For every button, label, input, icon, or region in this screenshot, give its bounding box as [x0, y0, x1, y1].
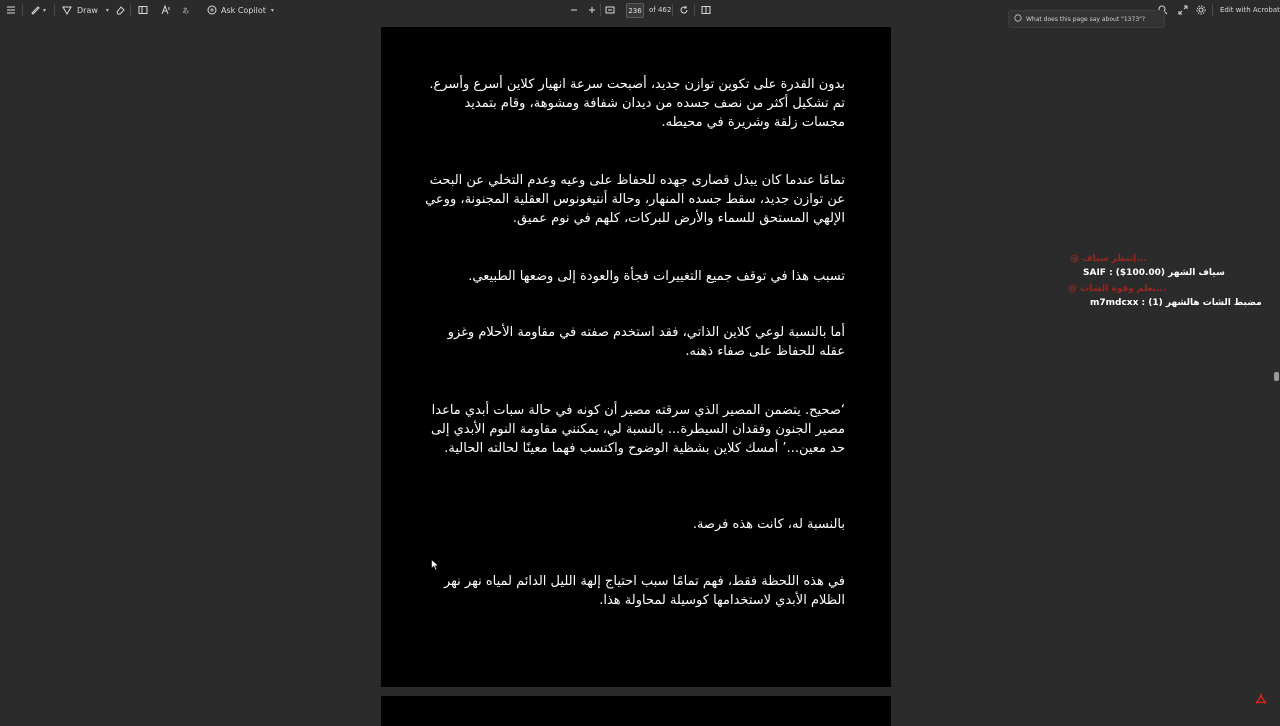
page-view-icon[interactable]	[701, 0, 711, 20]
translate-icon[interactable]	[182, 0, 193, 20]
text-to-speech-icon[interactable]	[161, 0, 171, 20]
overlay-top-donor: SAIF : ($100.00) سياف الشهر	[1083, 268, 1225, 278]
copilot-suggestion-chip[interactable]	[1008, 10, 1165, 28]
zoom-in-icon[interactable]	[588, 0, 596, 20]
pdf-page-next	[381, 696, 891, 726]
settings-icon[interactable]	[1196, 0, 1206, 20]
scrollbar-thumb[interactable]	[1274, 372, 1279, 381]
highlighter-icon	[30, 5, 40, 15]
paragraph: ‘صحيح. يتضمن المصير الذي سرقته مصير أن كونه في حالة سبات أبدي ماعدا مصير الجنون وفقدان السيطرة... بالنسبة لي، يمكنني مقاومة النوم الأبدي إلى حد معين...’ أمسك كلاين بشظية الوضوح واكتسب فهما معينًا لحالته الحالية.	[431, 403, 845, 456]
pdf-page	[381, 27, 891, 687]
toolbar-divider	[694, 4, 695, 16]
page-number-input[interactable]: 236	[626, 3, 644, 18]
draw-pen-icon	[62, 5, 72, 15]
overlay-ghost-text: @ تعلم وقوة الشات...	[1068, 284, 1167, 294]
eraser-icon[interactable]	[115, 0, 125, 20]
draw-label: Draw	[77, 5, 98, 15]
overlay-top-chatter: m7mdcxx : (1) مضبط الشات هالشهر	[1090, 298, 1262, 308]
zoom-out-icon[interactable]	[570, 0, 578, 20]
toolbar-divider	[130, 4, 131, 16]
copilot-suggestion-text: What does this page say about "1373"?	[1026, 15, 1146, 23]
copilot-icon	[207, 5, 217, 15]
rotate-icon[interactable]	[679, 0, 689, 20]
edit-with-acrobat-button[interactable]: Edit with Acrobat	[1220, 6, 1280, 14]
toolbar-divider	[600, 4, 601, 16]
text-box-icon[interactable]	[138, 0, 148, 20]
toolbar-divider	[1212, 4, 1213, 16]
highlighter-button[interactable]	[30, 0, 46, 20]
chevron-down-icon: ▾	[105, 6, 109, 14]
svg-text:あ: あ	[182, 7, 189, 15]
ask-copilot-button[interactable]	[207, 0, 274, 20]
toolbar-divider	[672, 4, 673, 16]
paragraph: أما بالنسبة لوعي كلاين الذاتي، فقد استخدم صفته في مقاومة الأحلام وغزو عقله للحفاظ على صفاء ذهنه.	[447, 325, 845, 359]
draw-button[interactable]	[62, 0, 109, 20]
toolbar-divider	[22, 4, 23, 16]
paragraph: تمامًا عندما كان يبذل قصارى جهده للحفاظ على وعيه وعدم التخلي عن البحث عن توازن جديد، سقط جسده المنهار، وحالة أنتيغونوس العقلية المجنونة، ووعي الإلهي المستحق للسماء والأرض للبركات، كلهم في نوم عميق.	[425, 173, 845, 226]
chevron-down-icon: ▾	[43, 6, 47, 14]
list-icon[interactable]	[6, 0, 16, 20]
ask-copilot-label: Ask Copilot	[221, 5, 266, 15]
overlay-ghost-text: @ إنتظر سياف...	[1070, 254, 1147, 264]
mouse-cursor-icon	[431, 556, 439, 575]
paragraph: بدون القدرة على تكوين توازن جديد، أصبحت سرعة انهيار كلاين أسرع وأسرع. تم تشكيل أكثر من نصف جسده من ديدان شفافة ومشوهة، وقام بتمديد مجسات زلقة وشريرة في محيطه.	[429, 77, 845, 130]
copilot-icon	[1014, 14, 1022, 24]
chevron-down-icon: ▾	[270, 6, 274, 14]
fit-page-icon[interactable]	[605, 0, 615, 20]
paragraph: بالنسبة له، كانت هذه فرصة.	[692, 517, 845, 532]
paragraph: تسبب هذا في توقف جميع التغييرات فجأة والعودة إلى وضعها الطبيعي.	[468, 269, 845, 284]
toolbar-divider	[54, 4, 55, 16]
paragraph: في هذه اللحظة فقط، فهم تمامًا سبب احتياج إلهة الليل الدائم لمياه نهر نهر الظلام الأبدي لاستخدامها كوسيلة لمحاولة هذا.	[444, 574, 845, 608]
page-total: of 462	[649, 6, 672, 14]
acrobat-icon[interactable]	[1254, 692, 1268, 706]
expand-icon[interactable]	[1178, 0, 1188, 20]
